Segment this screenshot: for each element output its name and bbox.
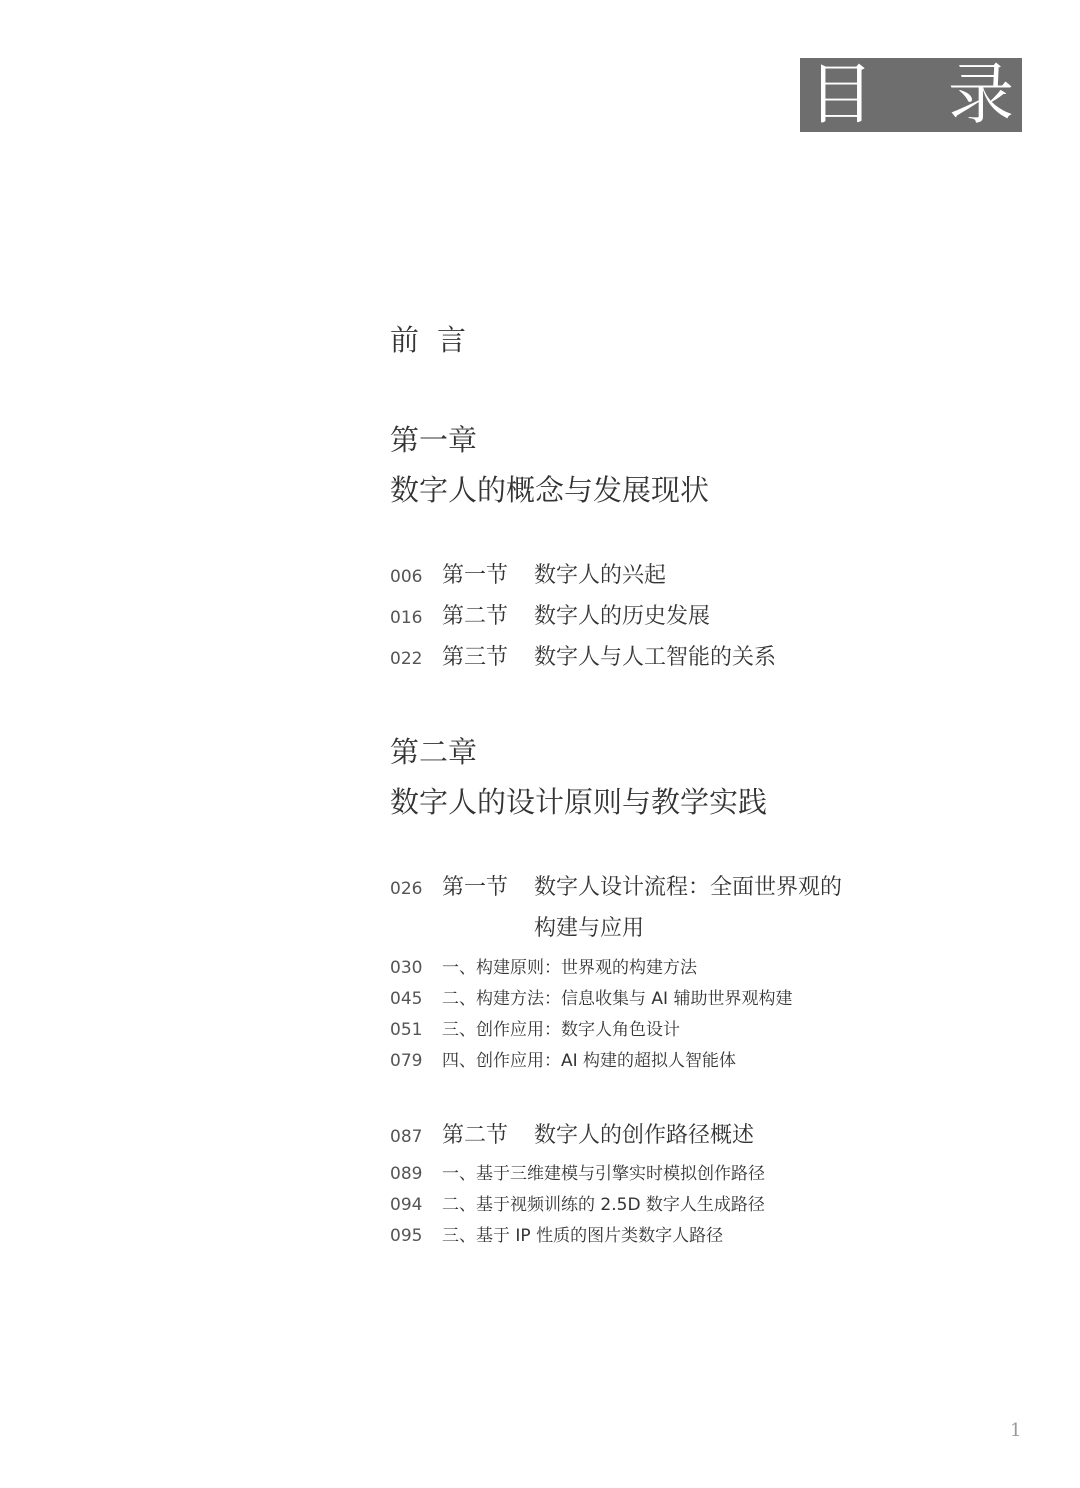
page-number-ref: 087 — [390, 1127, 423, 1147]
toc-section-entry[interactable] — [390, 870, 842, 901]
toc-subitem[interactable] — [390, 1046, 736, 1071]
subitem-title: 三、基于 IP 性质的图片类数字人路径 — [442, 1226, 724, 1246]
section-label: 第二节 — [442, 604, 509, 629]
toc-title-char-1: 目 — [808, 56, 874, 133]
section-label: 第二节 — [442, 1123, 509, 1148]
section-title: 数字人设计流程：全面世界观的 — [534, 875, 843, 900]
subitem-title: 一、基于三维建模与引擎实时模拟创作路径 — [442, 1164, 765, 1184]
page-number-ref: 089 — [390, 1164, 423, 1184]
toc-subitem[interactable] — [390, 1159, 765, 1184]
page-number-ref: 051 — [390, 1020, 423, 1040]
page-number-ref: 045 — [390, 989, 423, 1009]
toc-subitem[interactable] — [390, 1015, 680, 1040]
page-number-ref: 094 — [390, 1195, 423, 1215]
subitem-title: 二、构建方法：信息收集与 AI 辅助世界观构建 — [442, 989, 793, 1009]
toc-subitem[interactable] — [390, 953, 697, 978]
toc-section-entry[interactable] — [390, 599, 710, 630]
section-title: 数字人与人工智能的关系 — [534, 645, 777, 670]
subitem-title: 二、基于视频训练的 2.5D 数字人生成路径 — [442, 1195, 765, 1215]
preface-entry[interactable]: 前言 — [390, 323, 485, 357]
section-title: 数字人的历史发展 — [534, 604, 711, 629]
page-number-ref: 022 — [390, 649, 423, 669]
subitem-title: 四、创作应用：AI 构建的超拟人智能体 — [442, 1051, 737, 1071]
section-label: 第一节 — [442, 875, 509, 900]
page-number-ref: 016 — [390, 608, 423, 628]
section-title: 数字人的兴起 — [534, 563, 667, 588]
chapter-1-title[interactable]: 数字人的概念与发展现状 — [390, 473, 710, 507]
toc-subitem[interactable] — [390, 984, 792, 1009]
section-label: 第一节 — [442, 563, 509, 588]
section-title: 数字人的创作路径概述 — [534, 1123, 755, 1148]
section-title-cont: 构建与应用 — [534, 916, 645, 941]
chapter-1-label[interactable]: 第一章 — [390, 423, 478, 457]
page-number-ref: 026 — [390, 879, 423, 899]
toc-section-entry[interactable] — [390, 558, 666, 589]
toc-subitem[interactable] — [390, 1190, 765, 1215]
chapter-2-label[interactable]: 第二章 — [390, 735, 478, 769]
toc-title-block — [800, 58, 1022, 132]
toc-section-entry[interactable] — [390, 1118, 754, 1149]
toc-title-char-2: 录 — [948, 56, 1014, 133]
page-number-ref: 079 — [390, 1051, 423, 1071]
toc-section-entry[interactable] — [390, 640, 776, 671]
toc-subitem[interactable] — [390, 1221, 723, 1246]
section-label: 第三节 — [442, 645, 509, 670]
section-title-continuation — [390, 911, 644, 942]
subitem-title: 三、创作应用：数字人角色设计 — [442, 1020, 680, 1040]
page-number: 1 — [1010, 1420, 1022, 1441]
subitem-title: 一、构建原则：世界观的构建方法 — [442, 958, 697, 978]
page-number-ref: 095 — [390, 1226, 423, 1246]
chapter-2-title[interactable]: 数字人的设计原则与教学实践 — [390, 785, 768, 819]
page-number-ref: 006 — [390, 567, 423, 587]
page-number-ref: 030 — [390, 958, 423, 978]
